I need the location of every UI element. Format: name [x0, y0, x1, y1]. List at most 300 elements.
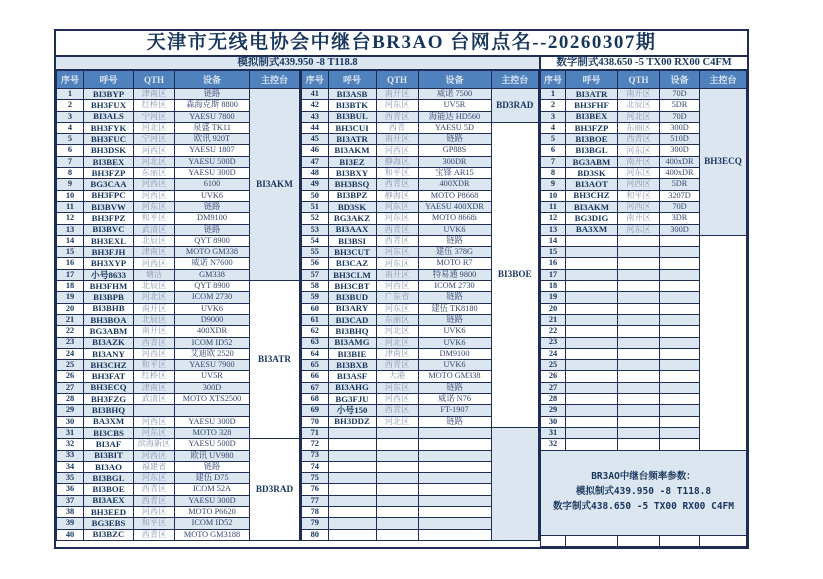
qth-cell: 河西区	[618, 179, 660, 190]
column-header: QTH	[618, 71, 660, 89]
qth-cell: 西青区	[376, 179, 418, 190]
row-number-cell: 27	[541, 382, 566, 393]
callsign-cell: BH3EED	[84, 506, 134, 517]
equipment-cell: UVK6	[418, 326, 491, 337]
equipment-cell	[660, 382, 700, 393]
callsign-cell: BI3BPB	[84, 292, 134, 303]
qth-cell: 西青	[376, 122, 418, 133]
qth-cell: 静海区	[376, 190, 418, 201]
qth-cell: 河东区	[376, 213, 418, 224]
qth-cell	[376, 473, 418, 484]
callsign-cell	[566, 371, 618, 382]
callsign-cell: BH3FUX	[84, 100, 134, 111]
qth-cell: 河西区	[376, 281, 418, 292]
qth-cell	[618, 360, 660, 371]
row-number-cell: 56	[301, 258, 328, 269]
digital-mode-header: 数字制式438.650 -5 TX00 RX00 C4FM	[541, 57, 747, 69]
equipment-cell: 链路	[418, 416, 491, 427]
row-number-cell: 53	[301, 224, 328, 235]
qth-cell: 河西区	[134, 416, 175, 427]
callsign-cell	[566, 269, 618, 280]
row-number-cell: 38	[57, 506, 84, 517]
equipment-cell: 威诺 N76	[418, 394, 491, 405]
row-number-cell: 21	[57, 314, 84, 325]
callsign-cell: BH3CUT	[328, 247, 376, 258]
row-number-cell: 24	[57, 348, 84, 359]
callsign-cell: BG3DIG	[566, 213, 618, 224]
qth-cell: 西青区	[376, 224, 418, 235]
callsign-cell: BI3BEX	[84, 156, 134, 167]
qth-cell	[618, 427, 660, 438]
equipment-cell	[660, 314, 700, 325]
callsign-cell: BI3ALS	[84, 111, 134, 122]
empty-cell	[618, 535, 660, 546]
table-row	[301, 427, 539, 438]
row-number-cell: 24	[541, 348, 566, 359]
qth-cell: 西青区	[134, 495, 175, 506]
note-line: 模拟制式439.950 -8 T118.8	[575, 486, 712, 498]
callsign-cell	[566, 416, 618, 427]
row-number-cell: 4	[541, 122, 566, 133]
equipment-cell: UVK6	[418, 360, 491, 371]
equipment-cell	[418, 450, 491, 461]
equipment-cell	[660, 337, 700, 348]
equipment-cell	[660, 394, 700, 405]
callsign-cell	[566, 258, 618, 269]
equipment-cell: FT-1907	[418, 405, 491, 416]
column-header: 主控台	[491, 71, 539, 89]
row-number-cell: 25	[57, 360, 84, 371]
row-number-cell: 7	[57, 156, 84, 167]
digital-table	[540, 70, 747, 547]
equipment-cell: 链路	[175, 201, 250, 212]
qth-cell: 东丽区	[618, 122, 660, 133]
row-number-cell: 9	[541, 179, 566, 190]
equipment-cell: 70D	[660, 111, 700, 122]
qth-cell: 河西区	[134, 190, 175, 201]
row-number-cell: 74	[301, 461, 328, 472]
row-number-cell: 8	[57, 168, 84, 179]
equipment-cell	[418, 518, 491, 529]
row-number-cell: 48	[301, 168, 328, 179]
equipment-cell	[418, 484, 491, 495]
row-number-cell: 50	[301, 190, 328, 201]
row-number-cell: 45	[301, 134, 328, 145]
equipment-cell: UVK6	[175, 303, 250, 314]
callsign-cell	[328, 450, 376, 461]
qth-cell: 南开区	[618, 89, 660, 100]
qth-cell: 南开区	[376, 89, 418, 100]
qth-cell: 北辰区	[134, 281, 175, 292]
callsign-cell: BI3BOE	[84, 484, 134, 495]
row-number-cell: 29	[57, 405, 84, 416]
qth-cell: 河东区	[134, 201, 175, 212]
row-number-cell: 34	[57, 461, 84, 472]
callsign-cell: BH3DDZ	[328, 416, 376, 427]
page-title: 天津市无线电协会中继台BR3AO 台网点名--20260307期	[56, 31, 747, 57]
row-number-cell: 42	[301, 100, 328, 111]
callsign-cell: BH3FHF	[566, 100, 618, 111]
qth-cell	[376, 461, 418, 472]
equipment-cell: QYT 8900	[175, 281, 250, 292]
qth-cell	[618, 439, 660, 450]
row-number-cell: 75	[301, 473, 328, 484]
row-number-cell: 2	[541, 100, 566, 111]
callsign-cell: BI3BTK	[328, 100, 376, 111]
qth-cell	[618, 394, 660, 405]
row-number-cell: 14	[57, 235, 84, 246]
analog-table-part-1	[56, 70, 300, 541]
row-number-cell: 20	[57, 303, 84, 314]
qth-cell	[618, 326, 660, 337]
equipment-cell: ICOM 2730	[418, 281, 491, 292]
controller-cell: BI3ATR	[250, 281, 300, 439]
qth-cell: 西青区	[134, 484, 175, 495]
equipment-cell	[660, 269, 700, 280]
row-number-cell: 1	[541, 89, 566, 100]
equipment-cell: 300D	[175, 382, 250, 393]
callsign-cell: BH3FUC	[84, 134, 134, 145]
callsign-cell: BH3BSQ	[328, 179, 376, 190]
qth-cell	[618, 247, 660, 258]
qth-cell: 静海区	[376, 156, 418, 167]
repeater-params-note	[541, 450, 747, 535]
callsign-cell: BI3BZC	[84, 529, 134, 540]
row-number-cell: 13	[57, 224, 84, 235]
equipment-cell: QYT 8900	[175, 235, 250, 246]
qth-cell: 河西区	[134, 179, 175, 190]
callsign-cell: BH3EXL	[84, 235, 134, 246]
callsign-cell	[566, 281, 618, 292]
callsign-cell: BG3FJU	[328, 394, 376, 405]
qth-cell: 河东区	[376, 247, 418, 258]
equipment-cell: DM9100	[175, 213, 250, 224]
equipment-cell: 5DR	[660, 179, 700, 190]
equipment-cell: MOTO GM338	[175, 247, 250, 258]
row-number-cell: 30	[541, 416, 566, 427]
row-number-cell: 9	[57, 179, 84, 190]
callsign-cell: BI3BXB	[328, 360, 376, 371]
qth-cell	[618, 269, 660, 280]
callsign-cell	[566, 326, 618, 337]
callsign-cell: BI3BHQ	[84, 405, 134, 416]
equipment-cell: 链路	[418, 292, 491, 303]
callsign-cell	[328, 529, 376, 540]
qth-cell: 福建省	[134, 461, 175, 472]
qth-cell: 南开区	[618, 213, 660, 224]
qth-cell: 河东区	[618, 168, 660, 179]
equipment-cell: GM338	[175, 269, 250, 280]
empty-cell	[541, 535, 566, 546]
qth-cell: 河北区	[134, 122, 175, 133]
note-line: BR3AO中继台频率参数：	[591, 471, 696, 483]
row-number-cell: 43	[301, 111, 328, 122]
row-number-cell: 63	[301, 337, 328, 348]
callsign-cell: BH3FPC	[84, 190, 134, 201]
qth-cell: 东丽区	[376, 314, 418, 325]
callsign-cell	[328, 461, 376, 472]
equipment-cell	[418, 529, 491, 540]
equipment-cell: MOTO GM338	[418, 371, 491, 382]
equipment-cell: YAESU 300D	[175, 416, 250, 427]
equipment-cell: 建伍 D75	[175, 473, 250, 484]
equipment-cell	[660, 439, 700, 450]
equipment-cell	[660, 326, 700, 337]
callsign-cell: BI3ASF	[328, 371, 376, 382]
callsign-cell: BH3CLM	[328, 269, 376, 280]
controller-cell: BH3ECQ	[700, 89, 747, 236]
equipment-cell	[660, 427, 700, 438]
qth-cell	[618, 382, 660, 393]
qth-cell: 西青区	[376, 405, 418, 416]
qth-cell: 南开区	[134, 326, 175, 337]
qth-cell: 塘沽	[134, 269, 175, 280]
callsign-cell: BI3CAD	[328, 314, 376, 325]
row-number-cell: 19	[541, 292, 566, 303]
equipment-cell	[418, 427, 491, 438]
qth-cell: 西青区	[134, 337, 175, 348]
row-number-cell: 23	[57, 337, 84, 348]
row-number-cell: 67	[301, 382, 328, 393]
equipment-cell: 威诺 N7600	[175, 258, 250, 269]
callsign-cell: BH3FYK	[84, 122, 134, 133]
row-number-cell: 52	[301, 213, 328, 224]
callsign-cell	[566, 405, 618, 416]
equipment-cell: UVK6	[418, 337, 491, 348]
column-header: 主控台	[250, 71, 300, 89]
equipment-cell	[660, 258, 700, 269]
equipment-cell: 链路	[418, 382, 491, 393]
equipment-cell: UVK6	[418, 224, 491, 235]
column-header-row	[541, 71, 747, 89]
qth-cell: 河西区	[134, 450, 175, 461]
empty-cell	[566, 535, 618, 546]
equipment-cell: YAESU 300D	[175, 168, 250, 179]
callsign-cell: BH3FZP	[84, 168, 134, 179]
analog-mode-header: 模拟制式439.950 -8 T118.8	[56, 57, 541, 69]
row-number-cell: 76	[301, 484, 328, 495]
callsign-cell: BA3XM	[566, 224, 618, 235]
equipment-cell	[418, 439, 491, 450]
qth-cell: 河东区	[134, 473, 175, 484]
row-number-cell: 15	[541, 247, 566, 258]
callsign-cell	[328, 495, 376, 506]
controller-cell	[700, 235, 747, 450]
row-number-cell: 62	[301, 326, 328, 337]
callsign-cell	[328, 484, 376, 495]
equipment-cell	[660, 348, 700, 359]
equipment-cell: 欧讯 920T	[175, 134, 250, 145]
row-number-cell: 54	[301, 235, 328, 246]
row-number-cell: 69	[301, 405, 328, 416]
callsign-cell: BI3ARY	[328, 303, 376, 314]
equipment-cell: 400xDR	[660, 168, 700, 179]
callsign-cell: BI3ASB	[328, 89, 376, 100]
qth-cell: 和平区	[376, 168, 418, 179]
row-number-cell: 79	[301, 518, 328, 529]
equipment-cell: MOTO R7	[418, 258, 491, 269]
row-number-cell: 47	[301, 156, 328, 167]
row-number-cell: 15	[57, 247, 84, 258]
callsign-cell: 小号150	[328, 405, 376, 416]
qth-cell: 和平区	[618, 190, 660, 201]
equipment-cell: 300DR	[418, 156, 491, 167]
analog-table-part-2	[300, 70, 540, 541]
callsign-cell: BI3AOT	[566, 179, 618, 190]
callsign-cell: BI3BIT	[84, 450, 134, 461]
qth-cell: 河西区	[376, 145, 418, 156]
row-number-cell: 1	[57, 89, 84, 100]
qth-cell	[618, 258, 660, 269]
empty-cell	[700, 535, 747, 546]
equipment-cell: 300D	[660, 224, 700, 235]
equipment-cell: YAESU 1807	[175, 145, 250, 156]
row-number-cell: 37	[57, 495, 84, 506]
callsign-cell: BI3BHQ	[328, 326, 376, 337]
callsign-cell	[566, 235, 618, 246]
qth-cell: 津南区	[134, 382, 175, 393]
callsign-cell: BD3SK	[566, 168, 618, 179]
equipment-cell: 欧讯 UV980	[175, 450, 250, 461]
callsign-cell: BI3BVC	[84, 224, 134, 235]
row-number-cell: 5	[541, 134, 566, 145]
qth-cell: 南开区	[376, 269, 418, 280]
table-row	[57, 281, 300, 292]
qth-cell: 津南区	[134, 247, 175, 258]
equipment-cell: 链路	[418, 235, 491, 246]
qth-cell: 河北区	[376, 416, 418, 427]
row-number-cell: 20	[541, 303, 566, 314]
equipment-cell: YAESU 400XDR	[418, 201, 491, 212]
qth-cell	[376, 484, 418, 495]
callsign-cell: BI3EZ	[328, 156, 376, 167]
equipment-cell: 70D	[660, 201, 700, 212]
qth-cell: 河东区	[376, 382, 418, 393]
callsign-cell: BH3FJH	[84, 247, 134, 258]
equipment-cell	[660, 303, 700, 314]
callsign-cell: BH3CUI	[328, 122, 376, 133]
row-number-cell: 16	[541, 258, 566, 269]
equipment-cell: ICOM ID52	[175, 518, 250, 529]
row-number-cell: 10	[541, 190, 566, 201]
row-number-cell: 70	[301, 416, 328, 427]
qth-cell: 河东区	[618, 224, 660, 235]
qth-cell: 武清区	[134, 394, 175, 405]
callsign-cell: BH3FHM	[84, 281, 134, 292]
table-row	[301, 122, 539, 133]
callsign-cell: BI3BXY	[328, 168, 376, 179]
equipment-cell: 泉盛 TK11	[175, 122, 250, 133]
column-header-row	[301, 71, 539, 89]
qth-cell: 南开区	[134, 303, 175, 314]
callsign-cell: BI3AO	[84, 461, 134, 472]
callsign-cell: BG3AKZ	[328, 213, 376, 224]
row-number-cell: 32	[541, 439, 566, 450]
equipment-cell: DM9100	[418, 348, 491, 359]
row-number-cell: 2	[57, 100, 84, 111]
controller-cell: BD3RAD	[491, 89, 539, 123]
equipment-cell: 威诺 7500	[418, 89, 491, 100]
qth-cell: 河西区	[134, 348, 175, 359]
qth-cell	[618, 314, 660, 325]
callsign-cell: BI3BSI	[328, 235, 376, 246]
equipment-cell: 3DR	[660, 213, 700, 224]
row-number-cell: 66	[301, 371, 328, 382]
callsign-cell	[566, 303, 618, 314]
equipment-cell: 建伍 378G	[418, 247, 491, 258]
callsign-cell: BG3CAA	[84, 179, 134, 190]
equipment-cell	[660, 416, 700, 427]
column-header-row	[57, 71, 300, 89]
qth-cell	[618, 337, 660, 348]
qth-cell: 河北区	[618, 111, 660, 122]
qth-cell: 河北区	[376, 337, 418, 348]
mode-header-row	[56, 57, 747, 70]
callsign-cell	[566, 247, 618, 258]
equipment-cell: UV5R	[175, 371, 250, 382]
row-number-cell: 78	[301, 506, 328, 517]
row-number-cell: 39	[57, 518, 84, 529]
qth-cell	[376, 495, 418, 506]
column-header: 设备	[660, 71, 700, 89]
qth-cell: 河西区	[618, 201, 660, 212]
row-number-cell: 3	[541, 111, 566, 122]
equipment-cell: 链路	[175, 89, 250, 100]
qth-cell	[618, 292, 660, 303]
controller-cell: BD3RAD	[250, 439, 300, 541]
equipment-cell	[175, 405, 250, 416]
qth-cell: 河北区	[376, 326, 418, 337]
column-header: 序号	[301, 71, 328, 89]
qth-cell: 河西区	[134, 145, 175, 156]
callsign-cell: BI3AEX	[84, 495, 134, 506]
qth-cell: 河东区	[618, 145, 660, 156]
qth-cell: 北辰区	[134, 314, 175, 325]
equipment-cell: MOTO XTS2500	[175, 394, 250, 405]
controller-cell: BI3BOE	[491, 122, 539, 427]
qth-cell	[618, 303, 660, 314]
row-number-cell: 22	[541, 326, 566, 337]
qth-cell: 滨海新区	[134, 439, 175, 450]
callsign-cell: BH3CHZ	[84, 360, 134, 371]
column-header: 设备	[175, 71, 250, 89]
equipment-cell: 510D	[660, 134, 700, 145]
callsign-cell: BI3BOE	[566, 134, 618, 145]
callsign-cell: BI3BHB	[84, 303, 134, 314]
equipment-cell: 300D	[660, 145, 700, 156]
row-number-cell: 71	[301, 427, 328, 438]
row-number-cell: 60	[301, 303, 328, 314]
qth-cell: 西青区	[376, 111, 418, 122]
row-number-cell: 26	[541, 371, 566, 382]
callsign-cell: BI3ATR	[566, 89, 618, 100]
qth-cell: 宁河区	[134, 111, 175, 122]
equipment-cell: 链路	[175, 224, 250, 235]
equipment-cell: YAESU 500D	[175, 156, 250, 167]
equipment-cell: ICOM ID52	[175, 337, 250, 348]
row-number-cell: 80	[301, 529, 328, 540]
qth-cell: 河东区	[134, 427, 175, 438]
callsign-cell: BI3BIE	[328, 348, 376, 359]
callsign-cell: BH3BOA	[84, 314, 134, 325]
row-number-cell: 13	[541, 224, 566, 235]
row-number-cell: 18	[541, 281, 566, 292]
row-number-cell: 7	[541, 156, 566, 167]
row-number-cell: 59	[301, 292, 328, 303]
row-number-cell: 28	[57, 394, 84, 405]
callsign-cell: BI3BYP	[84, 89, 134, 100]
callsign-cell: BI3ATR	[328, 134, 376, 145]
